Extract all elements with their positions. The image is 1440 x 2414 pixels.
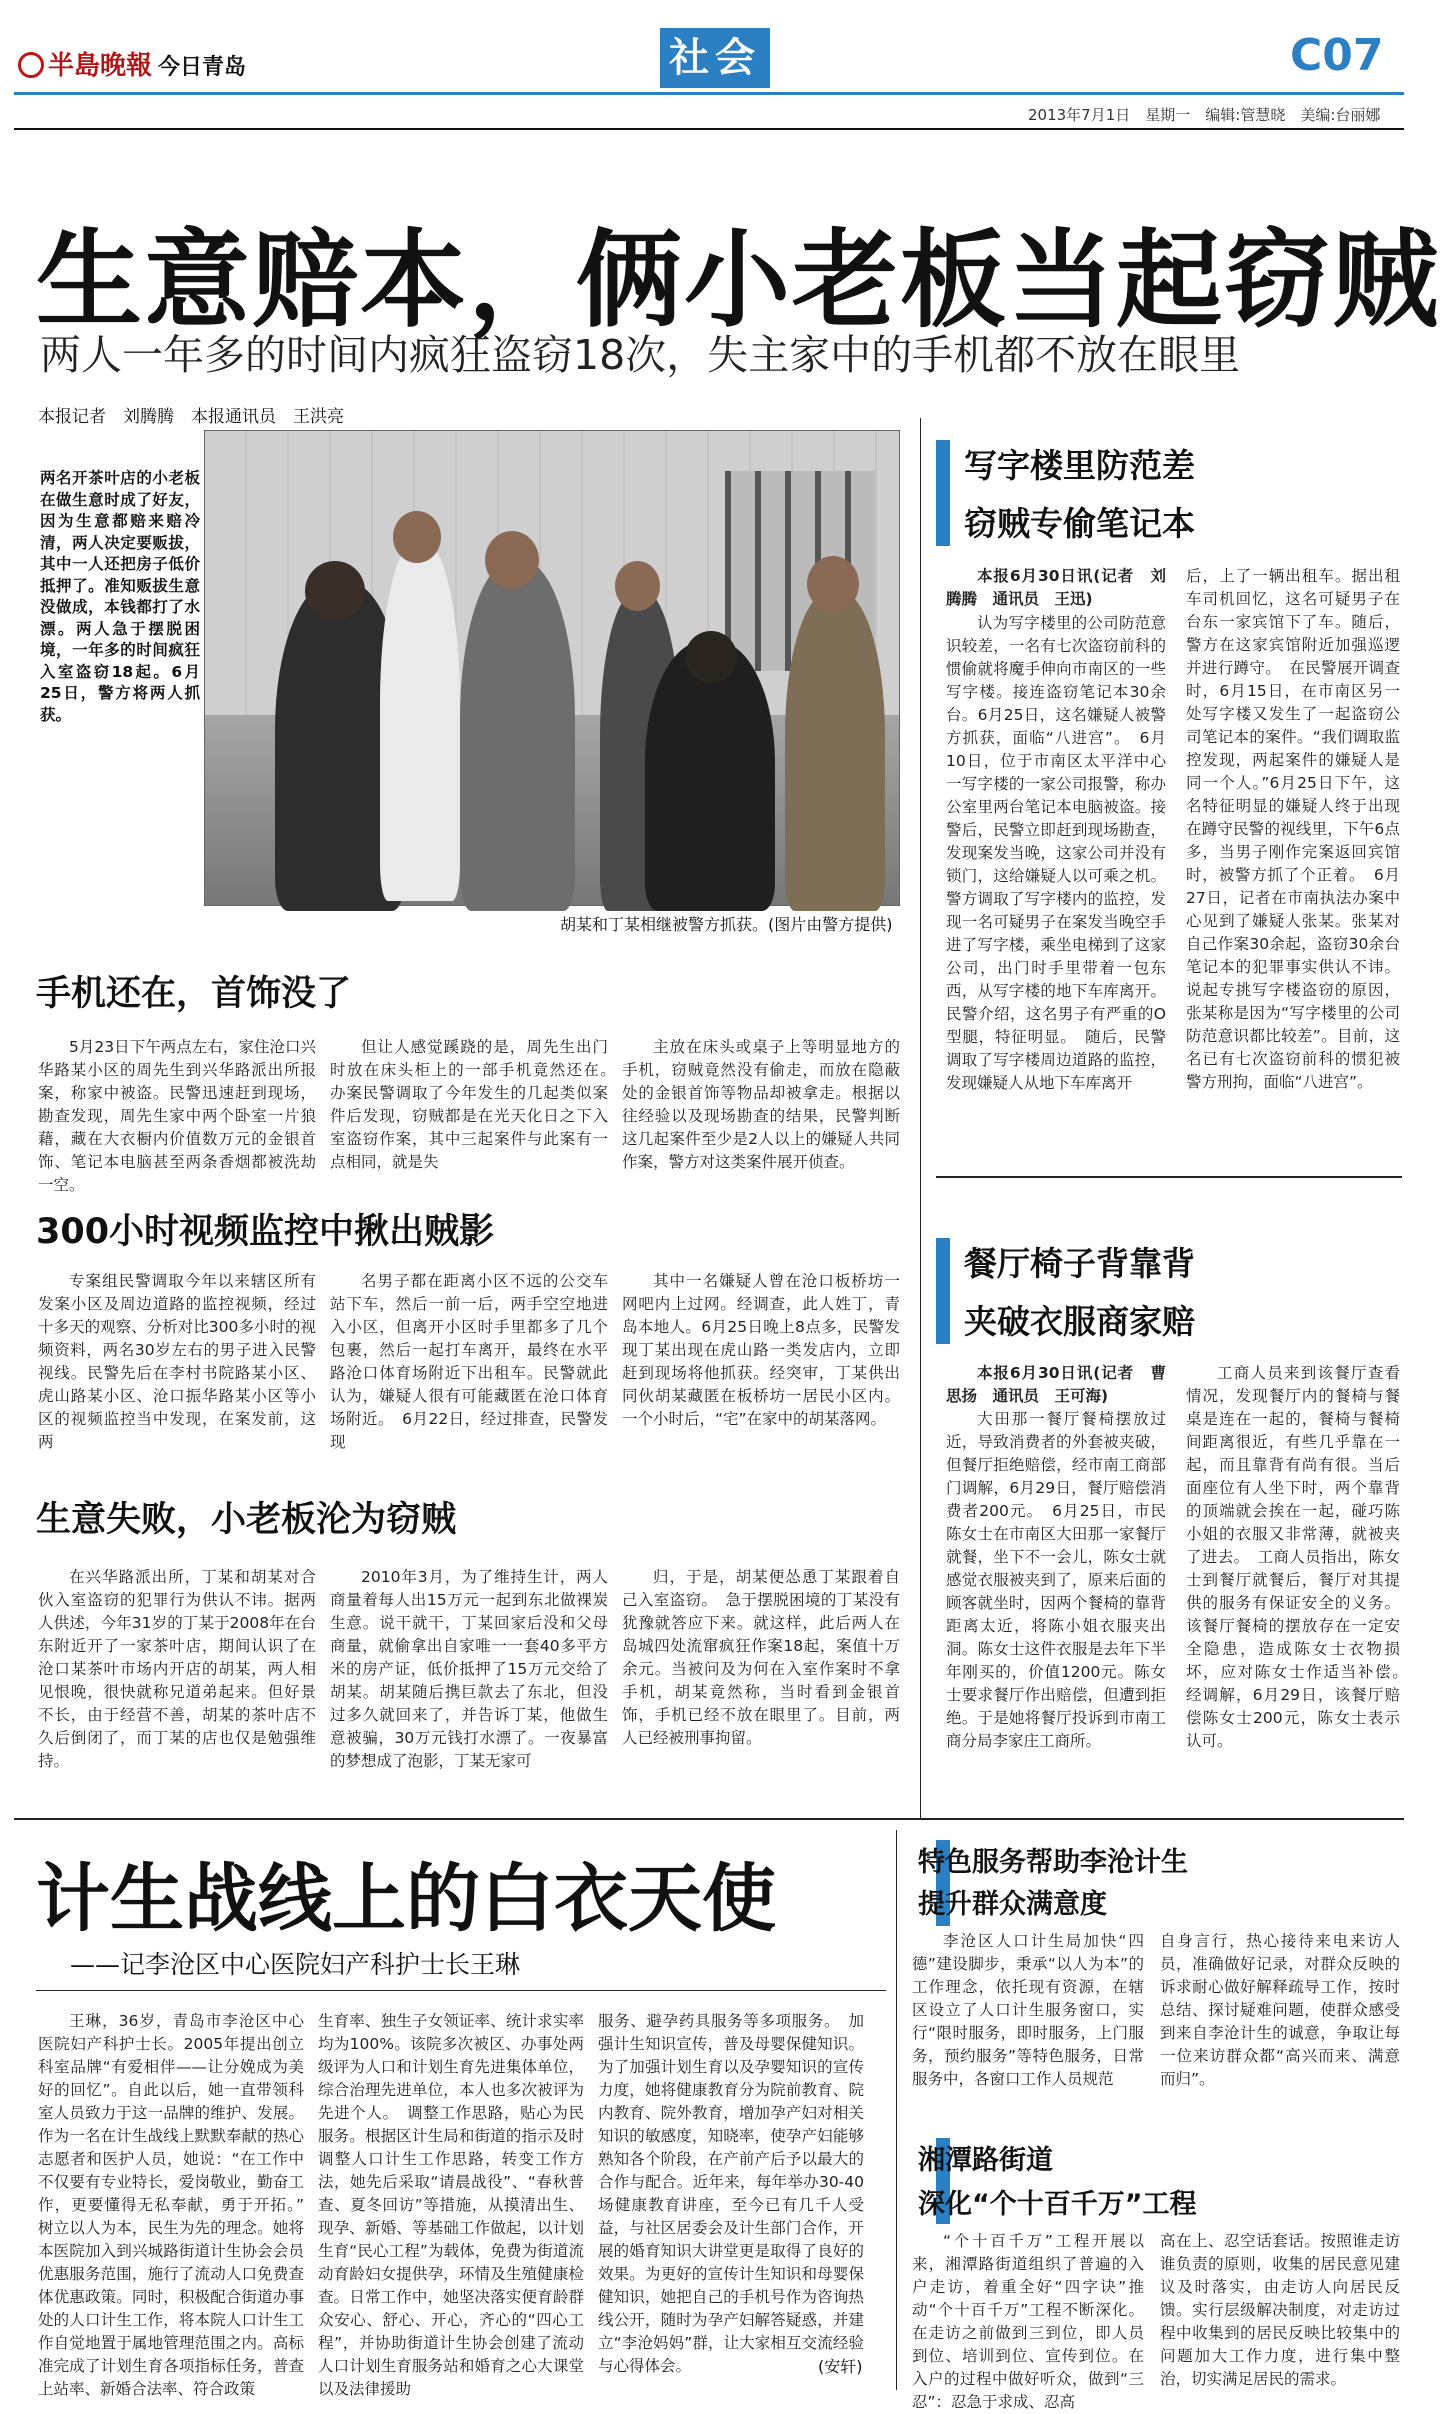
lead-subheadline: 两人一年多的时间内疯狂盗窃18次，失主家中的手机都不放在眼里 bbox=[40, 331, 1241, 379]
box2-col1: 大田那一餐厅餐椅摆放过近，导致消费者的外套被夹破，但餐厅拒绝赔偿，经市南工商部门调解，6月29日，餐厅赔偿消费者200元。 6月25日，市民陈女士在市南区大田那一家餐厅就餐，坐下不一会儿，陈女士就感觉衣服被夹到了，原来后面的顾客就坐时，因两个餐椅的靠背距离太近，将陈小姐衣服夹出洞。陈女士这件衣服是去年下半年刚买的，价值1200元。陈女士要求餐厅作出赔偿，但遭到拒绝。于是她将餐厅投诉到市南工商分局李家庄工商所。 bbox=[946, 1410, 1166, 1750]
dateline: 2013年7月1日 星期一 编辑:管慧晓 美编:台丽娜 bbox=[1028, 106, 1381, 124]
section1-col1: 5月23日下午两点左右，家住沧口兴华路某小区的周先生到兴华路派出所报案，称家中被盗。民警迅速赶到现场，勘查发现，周先生家中两个卧室一片狼藉，藏在大衣橱内价值数万元的金银首饰、笔记本电脑甚至两条香烟都被洗劫一空。 bbox=[38, 1038, 316, 1194]
section3-col2: 2010年3月，为了维持生计，两人商量着每人出15万元一起到东北做裸炭生意。说干就干，丁某回家后没和父母商量，就偷拿出自家唯一一套40多平方米的房产证，低价抵押了15万元交给了胡某。胡某随后携巨款去了东北，但没过多久就回来了，并告诉丁某，他做生意被骗，30万元钱打水漂了。一夜暴富的梦想成了泡影，丁某无家可 bbox=[330, 1568, 608, 1770]
section-label: 社会 bbox=[660, 28, 770, 88]
bottom-section-rule bbox=[14, 1818, 1404, 1820]
photo-caption: 胡某和丁某相继被警方抓获。(图片由警方提供) bbox=[560, 915, 893, 934]
bottom-sub-rule bbox=[36, 1990, 886, 1991]
lead-side-caption: 两名开茶叶店的小老板在做生意时成了好友，因为生意都赔来赔冷清，两人决定要贩拔，其中一人还把房子低价抵押了。准知贩拔生意没做成，本钱都打了水漂。两人急于摆脱困境，一年多的时间疯狂入室盗窃18起。6月25日，警方将两人抓获。 bbox=[40, 469, 200, 724]
page-number: C07 bbox=[1290, 30, 1384, 81]
city-edition: 今日青岛 bbox=[158, 55, 247, 80]
lead-headline: 生意赔本，俩小老板当起窃贼 bbox=[36, 219, 1440, 342]
section-heading-2: 300小时视频监控中揪出贼影 bbox=[36, 1212, 495, 1252]
box2-title-line1: 餐厅椅子背靠背 bbox=[964, 1244, 1195, 1283]
box2-byline: 本报6月30日讯(记者 曹思扬 通讯员 王可海) bbox=[946, 1364, 1166, 1405]
box1-col2: 后，上了一辆出租车。据出租车司机回忆，这名可疑男子在台东一家宾馆下了车。随后，警方在这家宾馆附近加强巡逻并进行蹲守。 在民警展开调查时，6月15日，在市南区另一处写字楼又发生了一起盗窃公司笔记本的案件。“我们调取监控发现，两起案件的嫌疑人是同一个人。”6月25日下午，这名特征明显的嫌疑人终于出现在蹲守民警的视线里，下午6点多，当男子刚作完案返回宾馆时，被警方抓了个正着。 6月27日，记者在市南执法办案中心见到了嫌疑人张某。张某对自己作案30余起，盗窃30余台笔记本的犯罪事实供认不讳。说起专挑写字楼盗窃的原因，张某称是因为“写字楼里的公司防范意识都比较差”。目前，这名已有七次盗窃前科的惯犯被警方刑拘，面临“八进宫”。 bbox=[1186, 567, 1400, 1091]
header-divider bbox=[14, 128, 1404, 130]
section-heading-3: 生意失败，小老板沦为窃贼 bbox=[36, 1500, 457, 1540]
section3-col3: 归，于是，胡某便怂恿丁某跟着自己入室盗窃。 急于摆脱困境的丁某没有犹豫就答应下来。就这样，此后两人在岛城四处流窜疯狂作案18起，案值十万余元。当被问及为何在入室作案时不拿手机，胡某竟然称，当时看到金银首饰，手机已经不放在眼里了。目前，两人已经被刑事拘留。 bbox=[622, 1568, 900, 1747]
section2-col3: 其中一名嫌疑人曾在沧口板桥坊一网吧内上过网。经调查，此人姓丁，青岛本地人。6月25日晚上8点多，民警发现丁某出现在虎山路一类发店内，立即赶到现场将他抓获。经突审，丁某供出同伙胡某藏匿在板桥坊一居民小区内。一个小时后，“宅”在家中的胡某落网。 bbox=[622, 1272, 900, 1428]
bottom-column-divider bbox=[896, 1830, 897, 2390]
lead-byline: 本报记者 刘腾腾 本报通讯员 王洪亮 bbox=[38, 407, 344, 427]
section2-col1: 专案组民警调取今年以来辖区所有发案小区及周边道路的监控视频，经过十多天的观察、分析对比300多小时的视频资料，两名30岁左右的男子进入民警视线。民警先后在李村书院路某小区、虎山路某小区、沧口振华路某小区等小区的视频监控当中发现，在案发前，这两 bbox=[38, 1272, 316, 1451]
section2-col2: 名男子都在距离小区不远的公交车站下车，然后一前一后，两手空空地进入小区，但离开小区时手里都多了几个包裹，然后一起打车离开，最终在水平路沧口体育场附近下出租车。民警就此认为，嫌疑人很有可能藏匿在沧口体育场附近。 6月22日，经过排查，民警发现 bbox=[330, 1272, 608, 1451]
section3-col1: 在兴华路派出所，丁某和胡某对合伙入室盗窃的犯罪行为供认不讳。据两人供述，今年31岁的丁某于2008年在台东附近开了一家茶叶店，期间认识了在沧口某茶叶市场内开店的胡某，两人相见恨晚，很快就称兄道弟起来。但好景不长，由于经营不善，胡某的茶叶店不久后倒闭了，而丁某的店也仅是勉强维持。 bbox=[38, 1568, 316, 1770]
bottom-signoff: (安轩) bbox=[818, 2357, 863, 2376]
box1-col1: 认为写字楼里的公司防范意识较差，一名有七次盗窃前科的惯偷就将魔手伸向市南区的一些写字楼。接连盗窃笔记本30余台。6月25日，这名嫌疑人被警方抓获，面临“八进宫”。 6月10日，位于市南区太平洋中心一写字楼的一家公司报警，称办公室里两台笔记本电脑被盗。接警后，民警立即赶到现场勘查，发现案发当晚，这家公司并没有锁门，这给嫌疑人以可乘之机。警方调取了写字楼内的监控，发现一名可疑男子在案发当晚空手进了写字楼，乘坐电梯到了这家公司，出门时手里带着一包东西，从写字楼的地下车库离开。民警介绍，这名男子有严重的O型腿，特征明显。 随后，民警调取了写字楼周边道路的监控，发现嫌疑人从地下车库离开 bbox=[946, 614, 1166, 1092]
logo-emblem-icon bbox=[18, 52, 44, 78]
box4-col2: 高在上、忍空话套话。按照谁走访谁负责的原则，收集的居民意见建议及时落实，由走访人向居民反馈。实行层级解决制度，对走访过程中收集到的居民反映比较集中的问题加大工作力度，进行集中整治，切实满足居民的需求。 bbox=[1160, 2232, 1400, 2388]
bottom-headline: 计生战线上的白衣天使 bbox=[36, 1856, 776, 1942]
paper-name: 半島晚報 bbox=[48, 51, 153, 81]
box2-accent-bar bbox=[936, 1238, 950, 1344]
box1-title-line1: 写字楼里防范差 bbox=[964, 446, 1195, 485]
box4-title-line2: 深化“个十百千万”工程 bbox=[918, 2189, 1197, 2220]
box1-byline: 本报6月30日讯(记者 刘腾腾 通讯员 王迅) bbox=[946, 567, 1166, 608]
box3-col2: 自身言行，热心接待来电来访人员，准确做好记录，对群众反映的诉求耐心做好解释疏导工作，按时总结、探讨疑难问题，使群众感受到来自李沧计生的诚意，争取让每一位来访群众都“高兴而来、满意而归”。 bbox=[1160, 1932, 1400, 2088]
bottom-col3: 服务、避孕药具服务等多项服务。 加强计生知识宣传，普及母婴保健知识。为了加强计划生育以及孕婴知识的宣传力度，她将健康教育分为院前教育、院内教育、院外教育，增加孕产妇对相关知识的敏感度，知晓率，使孕产妇能够熟知各个阶段，在产前产后予以最大的合作与配合。近年来，每年举办30-40场健康教育讲座，至今已有几千人受益，与社区居委会及计生部门合作，开展的婚育知识大讲堂更是取得了良好的效果。为更好的宣传计生知识和母婴保健知识，她把自己的手机号作为咨询热线公开，随时为孕产妇解答疑惑，并建立“李沧妈妈”群，让大家相互交流经验与心得体会。 bbox=[598, 2012, 864, 2375]
box1-title-line2: 窃贼专偷笔记本 bbox=[964, 504, 1195, 543]
masthead-rule bbox=[14, 92, 1404, 95]
box3-title-line2: 提升群众满意度 bbox=[918, 1889, 1107, 1920]
box3-col1: 李沧区人口计生局加快“四德”建设脚步，秉承“以人为本”的工作理念，依托现有资源，在辖区设立了人口计生服务窗口，实行“限时服务，即时服务，上门服务，预约服务”等特色服务，日常服务中，各窗口工作人员规范 bbox=[912, 1932, 1144, 2088]
bottom-col1: 王琳，36岁，青岛市李沧区中心医院妇产科护士长。2005年提出创立科室品牌“有爱相伴——让分娩成为美好的回忆”。自此以后，她一直带领科室人员致力于这一品牌的维护、发展。作为一名在计生战线上默默奉献的热心志愿者和医护人员，她说：“在工作中不仅要有专业特长，爱岗敬业，勤奋工作，更要懂得无私奉献，勇于开拓。” 树立以人为本，民生为先的理念。她将本医院加入到兴城路街道计生协会会员优惠服务范围，施行了流动人口免费查体优惠政策。同时，积极配合街道办事处的人口计生工作，将本院人口计生工作自觉地置于属地管理范围之内。高标准完成了计划生育各项指标任务，普查上站率、新婚合法率、符合政策 bbox=[38, 2012, 320, 2398]
column-divider bbox=[920, 418, 921, 1818]
section1-col3: 主放在床头或桌子上等明显地方的手机，窃贼竟然没有偷走，而放在隐蔽处的金银首饰等物品却被拿走。根据以往经验以及现场勘查的结果，民警判断这几起案件至少是2人以上的嫌疑人共同作案，警方对这类案件展开侦查。 bbox=[622, 1038, 900, 1171]
box1-accent-bar bbox=[936, 440, 950, 546]
box2-title-line2: 夹破衣服商家赔 bbox=[964, 1302, 1195, 1341]
box4-col1: “个十百千万”工程开展以来，湘潭路街道组织了普遍的入户走访，着重全好“四字诀”推动“个十百千万”工程不断深化。在走访之前做到三到位，即人员到位、培训到位、宣传到位。在入户的过程中做好听众，做到“三忍”：忍急于求成、忍高 bbox=[912, 2232, 1144, 2411]
newspaper-logo bbox=[18, 45, 246, 82]
section1-col2: 但让人感觉蹊跷的是，周先生出门时放在床头柜上的一部手机竟然还在。 办案民警调取了今年发生的几起类似案件后发现，窃贼都是在光天化日之下入室盗窃作案，其中三起案件与此案有一点相同，就是失 bbox=[330, 1038, 624, 1171]
section-heading-1: 手机还在，首饰没了 bbox=[36, 974, 352, 1014]
box4-title-line1: 湘潭路街道 bbox=[918, 2145, 1053, 2176]
box3-title-line1: 特色服务帮助李沧计生 bbox=[918, 1847, 1188, 1878]
lead-photo bbox=[204, 430, 900, 906]
box2-col2: 工商人员来到该餐厅查看情况，发现餐厅内的餐椅与餐桌是连在一起的，餐椅与餐椅间距离很近，有些几乎靠在一起，而且靠背有尚有很。当后面座位有人坐下时，两个靠背的顶端就会挨在一起，碰巧陈小姐的衣服又非常薄，就被夹了进去。 工商人员指出，陈女士到餐厅就餐后，餐厅对其提供的服务有保证安全的义务。该餐厅餐椅的摆放存在一定安全隐患，造成陈女士衣物损坏，应对陈女士作适当补偿。 经调解，6月29日，该餐厅赔偿陈女士200元，陈女士表示认可。 bbox=[1186, 1364, 1416, 1750]
bottom-col2: 生育率、独生子女领证率、统计求实率均为100%。该院多次被区、办事处两级评为人口和计划生育先进集体单位，综合治理先进单位，本人也多次被评为先进个人。 调整工作思路，贴心为民服务。根据区计生局和街道的指示及时调整人口计生工作思路，转变工作方法，她先后采取“请晨战役”、“春秋普查、夏冬回访”等措施，从摸清出生、现孕、新婚、等基础工作做起，以计划生育“民心工程”为载体，免费为街道流动育龄妇女提供孕，环情及生殖健康检查。日常工作中，她坚决落实便育龄群众安心、舒心、开心，齐心的“四心工程”，并协助街道计生协会创建了流动人口计划生育服务站和婚育之心大课堂以及法律援助 bbox=[318, 2012, 584, 2398]
box1-bottom-rule bbox=[936, 1176, 1402, 1178]
bottom-subheadline: ——记李沧区中心医院妇产科护士长王琳 bbox=[70, 1950, 521, 1979]
